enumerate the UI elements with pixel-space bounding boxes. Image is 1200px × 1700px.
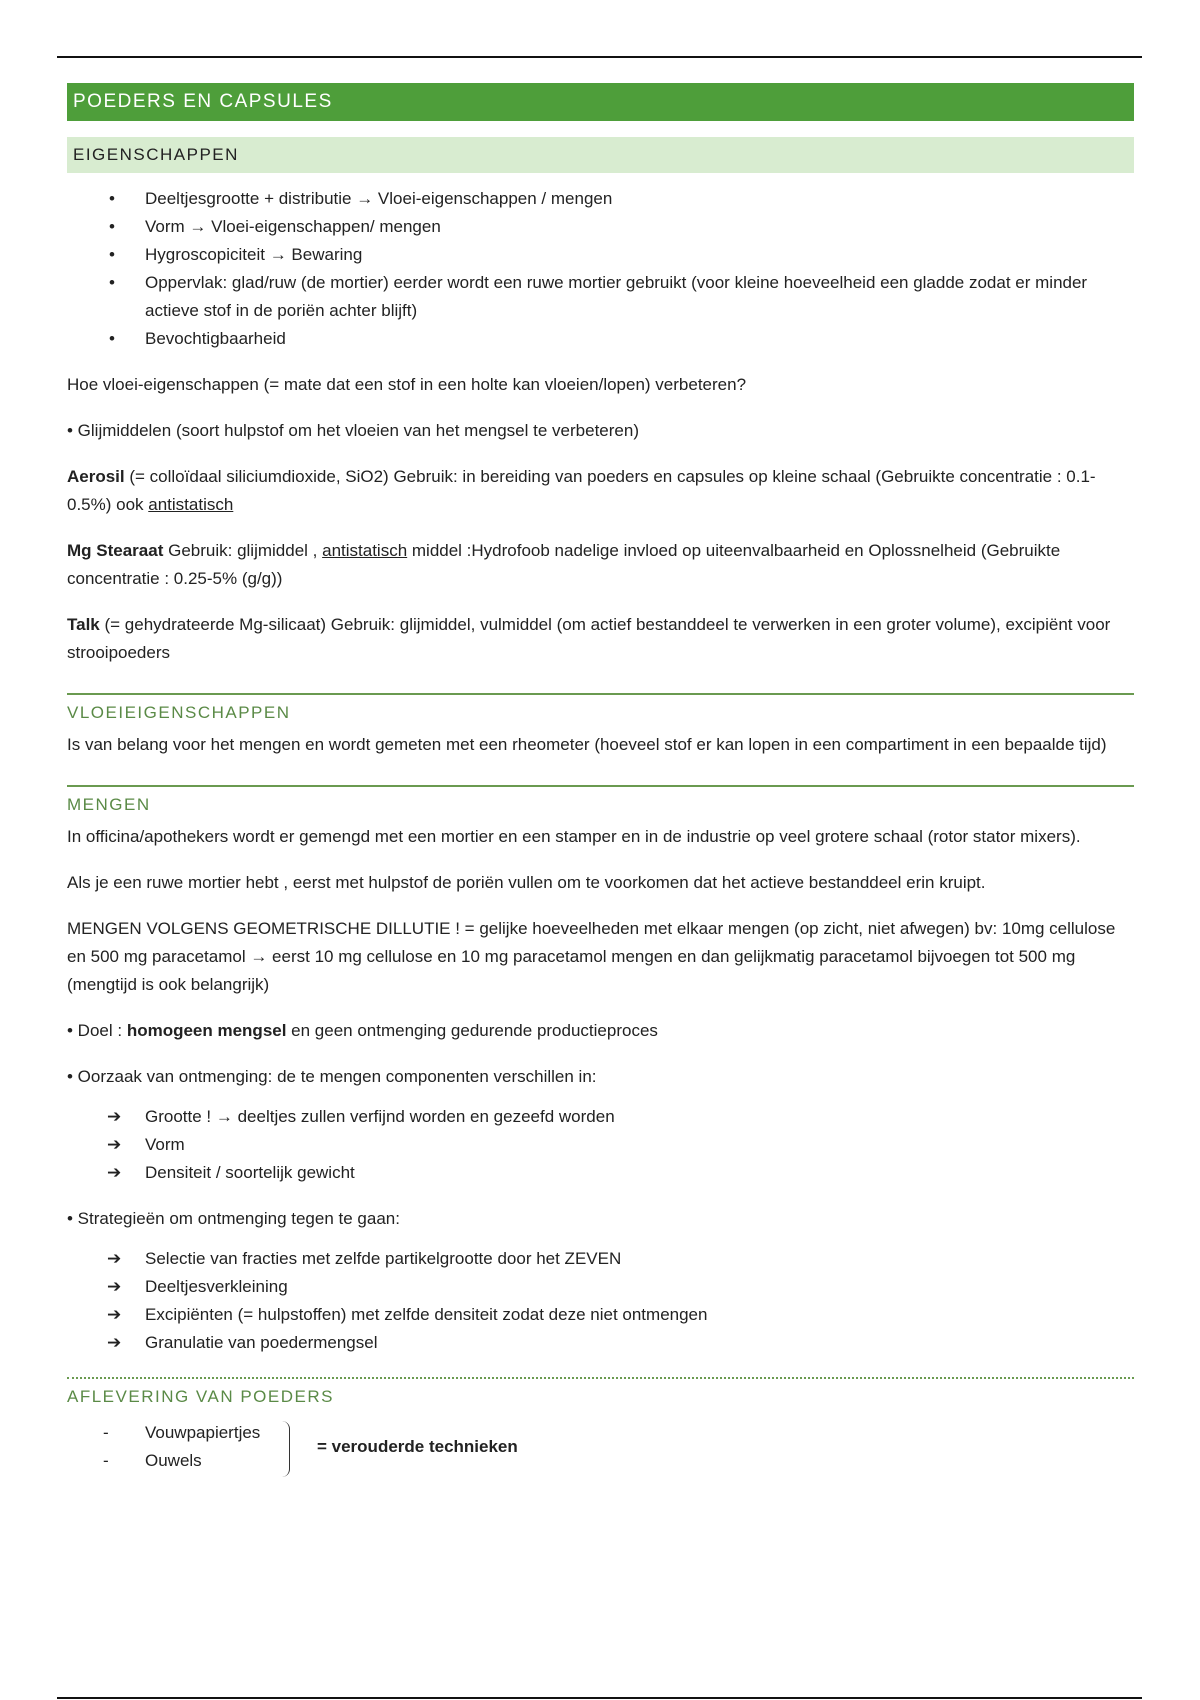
brace-label: = verouderde technieken (317, 1437, 518, 1456)
talk-paragraph (67, 611, 1134, 667)
arrow-icon: ➔ (107, 1277, 122, 1296)
aerosil-underline: antistatisch (148, 495, 234, 514)
doel-bold: homogeen mengsel (126, 1021, 287, 1040)
arrow-icon: ➔ (107, 1305, 122, 1324)
list-item: ➔ Deeltjesverkleining (67, 1273, 1134, 1301)
list-item: • Bevochtigbaarheid (67, 325, 1134, 353)
talk-text: (= gehydrateerde Mg-silicaat) Gebruik: glijmiddel, vulmiddel (om actief bestanddeel te verwerken in een groter volume), excipiënt voor strooipoeders (67, 615, 1111, 662)
mg-text-2: middel :Hydrofoob nadelige invloed op uiteenvalbaarheid en Oplossnelheid (Gebruikte concentratie : 0.25-5% (g/g)) (67, 541, 1061, 588)
question-paragraph: Hoe vloei-eigenschappen (= mate dat een stof in een holte kan vloeien/lopen) verbeteren? (67, 375, 747, 394)
doel-suffix: en geen ontmenging gedurende productieproces (286, 1021, 658, 1040)
mg-paragraph (67, 537, 1134, 593)
list-item: • Vorm → Vloei-eigenschappen/ mengen (67, 213, 1134, 241)
list-item: ➔ Excipiënten (= hulpstoffen) met zelfde densiteit zodat deze niet ontmengen (67, 1301, 1134, 1329)
strategie-paragraph: • Strategieën om ontmenging tegen te gaan: (67, 1209, 400, 1228)
heading-aflevering: AFLEVERING VAN POEDERS (67, 1377, 1134, 1411)
arrow-icon: ➔ (107, 1333, 122, 1352)
mengen-paragraph-3: MENGEN VOLGENS GEOMETRISCHE DILLUTIE ! = gelijke hoeveelheden met elkaar mengen (op zicht, niet afwegen) bv: 10mg cellulose en 500 mg paracetamol → eerst 10 mg cellulose en 10 mg paracetamol mengen en dan gelijkmatig paracetamol bijvoegen tot 500 mg (mengtijd is ook belangrijk) (67, 919, 1116, 994)
strategie-list (67, 1245, 1134, 1357)
mg-text-1: Gebruik: glijmiddel , (163, 541, 323, 560)
arrow-icon: ➔ (107, 1135, 122, 1154)
vloei-paragraph: Is van belang voor het mengen en wordt gemeten met een rheometer (hoeveel stof er kan lopen in een compartiment in een bepaalde tijd) (67, 735, 1107, 754)
document-content (67, 83, 1134, 1479)
list-item: • Hygroscopiciteit → Bewaring (67, 241, 1134, 269)
aerosil-text: (= colloïdaal siliciumdioxide, SiO2) Gebruik: in bereiding van poeders en capsules op kleine schaal (Gebruikte concentratie : 0.1-0.5%) ook (67, 467, 1096, 514)
list-item: ➔ Densiteit / soortelijk gewicht (67, 1159, 1134, 1187)
oorzaak-paragraph: • Oorzaak van ontmenging: de te mengen componenten verschillen in: (67, 1067, 597, 1086)
heading-eigenschappen: EIGENSCHAPPEN (67, 137, 1134, 173)
top-rule (57, 56, 1142, 58)
arrow-icon: ➔ (107, 1107, 122, 1126)
dash-marker: - (103, 1423, 109, 1442)
mengen-paragraph-2: Als je een ruwe mortier hebt , eerst met hulpstof de poriën vullen om te voorkomen dat het actieve bestanddeel erin kruipt. (67, 873, 986, 892)
aerosil-term: Aerosil (67, 467, 125, 486)
aerosil-paragraph (67, 463, 1134, 519)
dash-marker: - (103, 1451, 109, 1470)
mg-term: Mg Stearaat (67, 541, 164, 560)
doel-paragraph (67, 1017, 1134, 1045)
mg-underline: antistatisch (322, 541, 408, 560)
brace-icon (281, 1421, 290, 1477)
list-item: ➔ Granulatie van poedermengsel (67, 1329, 1134, 1357)
arrow-icon: ➔ (107, 1163, 122, 1182)
heading-vloeieigenschappen: VLOEIEIGENSCHAPPEN (67, 693, 1134, 727)
list-item: ➔ Vorm (67, 1131, 1134, 1159)
list-item: ➔ Selectie van fracties met zelfde partikelgrootte door het ZEVEN (67, 1245, 1134, 1273)
list-item: • Deeltjesgrootte + distributie → Vloei-eigenschappen / mengen (67, 185, 1134, 213)
bottom-rule (57, 1697, 1142, 1699)
talk-term: Talk (67, 615, 100, 634)
glijmiddelen-paragraph: • Glijmiddelen (soort hulpstof om het vloeien van het mengsel te verbeteren) (67, 421, 639, 440)
eigenschappen-list (67, 185, 1134, 353)
list-item: ➔ Grootte ! → deeltjes zullen verfijnd worden en gezeefd worden (67, 1103, 1134, 1131)
heading-mengen: MENGEN (67, 785, 1134, 819)
mengen-paragraph-1: In officina/apothekers wordt er gemengd met een mortier en een stamper en in de industrie op veel grotere schaal (rotor stator mixers). (67, 827, 1081, 846)
doel-prefix: • Doel : (67, 1021, 127, 1040)
section-title: POEDERS EN CAPSULES (67, 83, 1134, 121)
oorzaak-list (67, 1103, 1134, 1187)
aflevering-list: - Vouwpapiertjes - Ouwels = verouderde technieken (67, 1419, 1134, 1479)
list-item: • Oppervlak: glad/ruw (de mortier) eerder wordt een ruwe mortier gebruikt (voor kleine hoeveelheid een gladde zodat er minder actieve stof in de poriën achter blijft) (67, 269, 1134, 325)
arrow-icon: ➔ (107, 1249, 122, 1268)
